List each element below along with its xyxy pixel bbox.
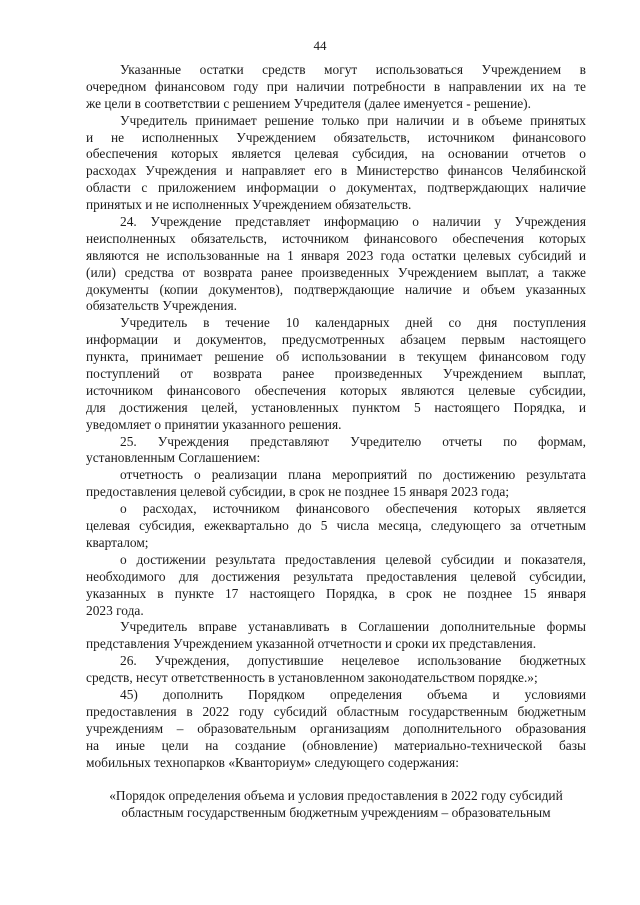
text-line: источником финансового обеспечения которых являются целевые субсидии, <box>86 382 586 398</box>
paragraph <box>86 214 586 315</box>
text-line: принятых и не исполненных Учреждением обязательств. <box>86 197 412 213</box>
text-line: областным государственным бюджетным учреждениям – образовательным <box>121 805 551 821</box>
text-line: 25. Учреждения представляют Учредителю отчеты по формам, <box>120 433 586 449</box>
text-line: для достижения целей, установленных пунктом 5 настоящего Порядка, и <box>86 399 586 415</box>
text-line: расходах Учреждения и направляет его в Министерство финансов Челябинской <box>86 163 586 179</box>
text-line: и не исполненных Учреждением обязательств, источником финансового <box>86 129 586 145</box>
paragraph <box>86 653 586 687</box>
section-heading <box>86 788 586 822</box>
text-line: очередном финансовом году при наличии потребности в направлении их на те <box>86 78 586 94</box>
text-line: (или) средства от возврата ранее произведенных Учреждением выплат, а также <box>86 264 586 280</box>
document-body <box>86 62 586 822</box>
text-line: обеспечения которых является целевая субсидия, на основании отчетов о <box>86 146 586 162</box>
text-line: указанных в пункте 17 настоящего Порядка, в срок не позднее 15 января <box>86 585 586 601</box>
paragraph <box>86 113 586 214</box>
text-line: документы (копии документов), подтверждающие наличие и объем указанных <box>86 281 586 297</box>
text-line: представления Учреждением указанной отчетности и сроки их представления. <box>86 636 537 652</box>
page-number: 44 <box>313 38 327 53</box>
paragraph <box>86 619 586 653</box>
text-line: отчетность о реализации плана мероприятий по достижению результата <box>120 467 586 483</box>
text-line: мобильных технопарков «Кванториум» следующего содержания: <box>86 754 459 770</box>
text-line: пункта, принимает решение об использовании в текущем финансовом году <box>86 349 586 365</box>
text-line: информации и документов, предусмотренных абзацем первым настоящего <box>86 332 586 348</box>
text-line: уведомляет о принятии указанного решения. <box>86 416 342 432</box>
text-line: 26. Учреждения, допустившие нецелевое использование бюджетных <box>120 653 586 669</box>
text-line: о расходах, источником финансового обеспечения которых является <box>120 501 586 517</box>
text-line: поступлений от возврата ранее произведенных Учреждением выплат, <box>86 366 586 382</box>
text-line: установленным Соглашением: <box>86 450 261 466</box>
text-line: 45) дополнить Порядком определения объема и условиями <box>120 686 586 702</box>
paragraph <box>86 552 586 620</box>
text-line: на иные цели на создание (обновление) материально-технической базы <box>86 737 586 753</box>
text-line: обязательств Учреждения. <box>86 298 237 314</box>
paragraph <box>86 315 586 433</box>
text-line: неисполненных обязательств, источником финансового обеспечения которых <box>86 230 586 246</box>
paragraph <box>86 687 586 771</box>
paragraph <box>86 501 586 552</box>
paragraph <box>86 434 586 468</box>
text-line: целевая субсидия, ежеквартально до 5 числа месяца, следующего за отчетным <box>86 518 586 534</box>
text-line: учреждениям – образовательным организациям дополнительного образования <box>86 720 586 736</box>
text-line: необходимого для достижения результата предоставления целевой субсидии, <box>86 568 586 584</box>
paragraph <box>86 467 586 501</box>
text-line: Указанные остатки средств могут использоваться Учреждением в <box>120 62 586 77</box>
text-line: 24. Учреждение представляет информацию о наличии у Учреждения <box>120 214 586 230</box>
text-line: о достижении результата предоставления целевой субсидии и показателя, <box>120 551 586 567</box>
text-line: же цели в соответствии с решением Учредителя (далее именуется - решение). <box>86 95 531 111</box>
paragraph <box>86 62 586 113</box>
text-line: кварталом; <box>86 534 149 550</box>
text-line: являются не использованные на 1 января 2023 года остатки целевых субсидий и <box>86 247 586 263</box>
text-line: 2023 года. <box>86 602 144 618</box>
text-line: Учредитель принимает решение только при наличии и в объеме принятых <box>120 112 586 128</box>
text-line: предоставления целевой субсидии, в срок не позднее 15 января 2023 года; <box>86 484 510 500</box>
text-line: средств, несут ответственность в установленном законодательством порядке.»; <box>86 670 538 686</box>
text-line: предоставления в 2022 году субсидий областным государственным бюджетным <box>86 703 586 719</box>
text-line: Учредитель в течение 10 календарных дней со дня поступления <box>120 315 586 331</box>
text-line: области с приложением информации о документах, подтверждающих наличие <box>86 180 586 196</box>
text-line: «Порядок определения объема и условия предоставления в 2022 году субсидий <box>109 788 563 804</box>
text-line: Учредитель вправе устанавливать в Соглашении дополнительные формы <box>120 619 586 635</box>
